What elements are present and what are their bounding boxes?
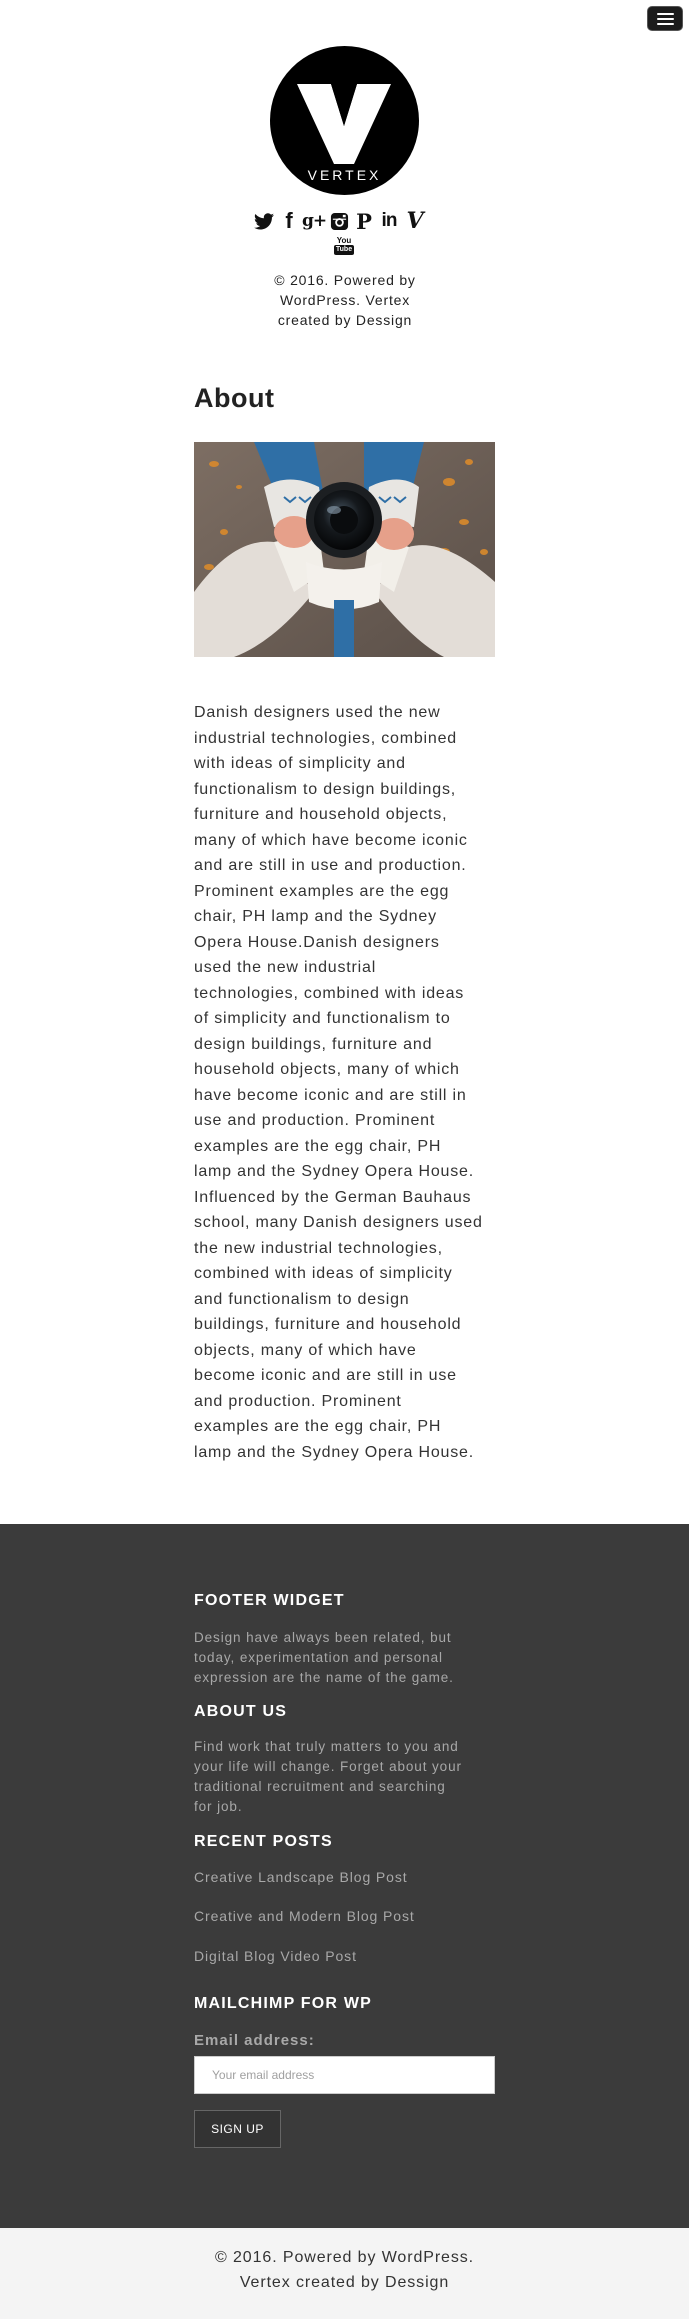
sign-up-button[interactable]: SIGN UP bbox=[194, 2110, 281, 2148]
article-line: combined with ideas of simplicity bbox=[194, 1265, 453, 1282]
mailchimp-title: MAILCHIMP FOR WP bbox=[194, 1995, 373, 2012]
footer-copyright-line: Vertex created by Dessign bbox=[239, 2274, 450, 2291]
article-line: have become iconic and are still in bbox=[194, 1086, 467, 1104]
footer-copyright-line: © 2016. Powered by WordPress. bbox=[214, 2249, 475, 2266]
article-line: furniture and household objects, bbox=[194, 806, 448, 823]
bottom-bar bbox=[0, 2228, 689, 2319]
article-line: examples are the egg chair, PH bbox=[194, 1137, 442, 1155]
article-line: used the new industrial bbox=[194, 959, 377, 976]
article-line: and functionalism to design bbox=[194, 1290, 410, 1308]
article-line: and are still in use and production. bbox=[194, 857, 467, 874]
header-copyright-line: created by Dessign bbox=[277, 312, 413, 328]
footer-widget-text bbox=[194, 1628, 504, 1688]
facebook-icon[interactable]: f bbox=[285, 208, 293, 233]
header-copyright-line: WordPress. Vertex bbox=[279, 292, 411, 308]
article-line: lamp and the Sydney Opera House. bbox=[194, 1163, 474, 1180]
about-us-line: Find work that truly matters to you and bbox=[194, 1739, 459, 1754]
hamburger-icon-bar bbox=[657, 18, 674, 20]
twitter-icon[interactable] bbox=[253, 210, 275, 232]
social-links bbox=[250, 210, 440, 256]
email-input[interactable] bbox=[194, 2056, 495, 2094]
article-line: the new industrial technologies, bbox=[194, 1239, 443, 1257]
article-line: with ideas of simplicity and bbox=[194, 755, 406, 772]
article-line: Influenced by the German Bauhaus bbox=[194, 1188, 472, 1206]
email-label: Email address: bbox=[194, 2032, 315, 2049]
footer-widget-line: today, experimentation and personal bbox=[194, 1650, 443, 1665]
article-line: design buildings, furniture and bbox=[194, 1035, 433, 1053]
article-line: Prominent examples are the egg bbox=[194, 882, 450, 900]
about-us-text bbox=[194, 1737, 504, 1817]
hamburger-icon-bar bbox=[657, 23, 674, 25]
instagram-icon[interactable] bbox=[328, 210, 350, 232]
footer-widget-line: expression are the name of the game. bbox=[194, 1670, 454, 1685]
article-body bbox=[194, 700, 504, 1465]
article-line: of simplicity and functionalism to bbox=[194, 1010, 451, 1027]
hamburger-icon-bar bbox=[657, 13, 674, 15]
youtube-icon[interactable] bbox=[333, 234, 355, 256]
header-copyright bbox=[240, 270, 450, 330]
article-line: lamp and the Sydney Opera House. bbox=[194, 1443, 474, 1461]
youtube-icon-bottom: Tube bbox=[335, 245, 353, 253]
page-title: About bbox=[194, 383, 275, 413]
linkedin-icon[interactable]: in bbox=[381, 210, 397, 231]
youtube-icon-top: You bbox=[336, 235, 352, 245]
about-us-line: for job. bbox=[194, 1799, 243, 1814]
about-us-line: your life will change. Forget about your bbox=[194, 1759, 462, 1774]
hero-image bbox=[194, 442, 495, 657]
article-line: chair, PH lamp and the Sydney bbox=[194, 908, 437, 925]
article-line: functionalism to design buildings, bbox=[194, 780, 457, 798]
article-line: school, many Danish designers used bbox=[194, 1214, 483, 1231]
article-line: household objects, many of which bbox=[194, 1061, 460, 1078]
article-line: become iconic and are still in use bbox=[194, 1367, 457, 1384]
google-plus-icon[interactable]: g+ bbox=[301, 211, 327, 231]
article-line: and production. Prominent bbox=[194, 1392, 402, 1410]
about-us-title: ABOUT US bbox=[194, 1703, 288, 1720]
article-line: Opera House.Danish designers bbox=[194, 933, 440, 951]
article-line: use and production. Prominent bbox=[194, 1112, 436, 1129]
recent-posts-title: RECENT POSTS bbox=[194, 1833, 333, 1850]
about-us-line: traditional recruitment and searching bbox=[194, 1779, 446, 1794]
article-line: buildings, furniture and household bbox=[194, 1316, 462, 1333]
logo-text: VERTEX bbox=[307, 167, 382, 183]
recent-post-link[interactable]: Digital Blog Video Post bbox=[194, 1948, 357, 1964]
menu-toggle-button[interactable] bbox=[647, 6, 683, 31]
footer bbox=[0, 1524, 689, 2228]
article-line: Danish designers used the new bbox=[194, 704, 441, 721]
header-copyright-line: © 2016. Powered by bbox=[274, 272, 416, 288]
article-line: industrial technologies, combined bbox=[194, 729, 457, 747]
recent-post-link[interactable]: Creative and Modern Blog Post bbox=[194, 1908, 415, 1924]
article-line: objects, many of which have bbox=[194, 1341, 417, 1359]
footer-widget-line: Design have always been related, but bbox=[194, 1630, 452, 1645]
pinterest-icon[interactable]: P bbox=[356, 208, 372, 234]
site-logo[interactable] bbox=[270, 46, 419, 195]
vimeo-icon[interactable]: V bbox=[406, 208, 424, 234]
article-line: technologies, combined with ideas bbox=[194, 984, 465, 1002]
article-line: many of which have become iconic bbox=[194, 831, 468, 849]
footer-copyright bbox=[0, 2245, 689, 2295]
footer-widget-title: FOOTER WIDGET bbox=[194, 1592, 345, 1609]
article-line: examples are the egg chair, PH bbox=[194, 1418, 442, 1435]
recent-post-link[interactable]: Creative Landscape Blog Post bbox=[194, 1869, 408, 1885]
